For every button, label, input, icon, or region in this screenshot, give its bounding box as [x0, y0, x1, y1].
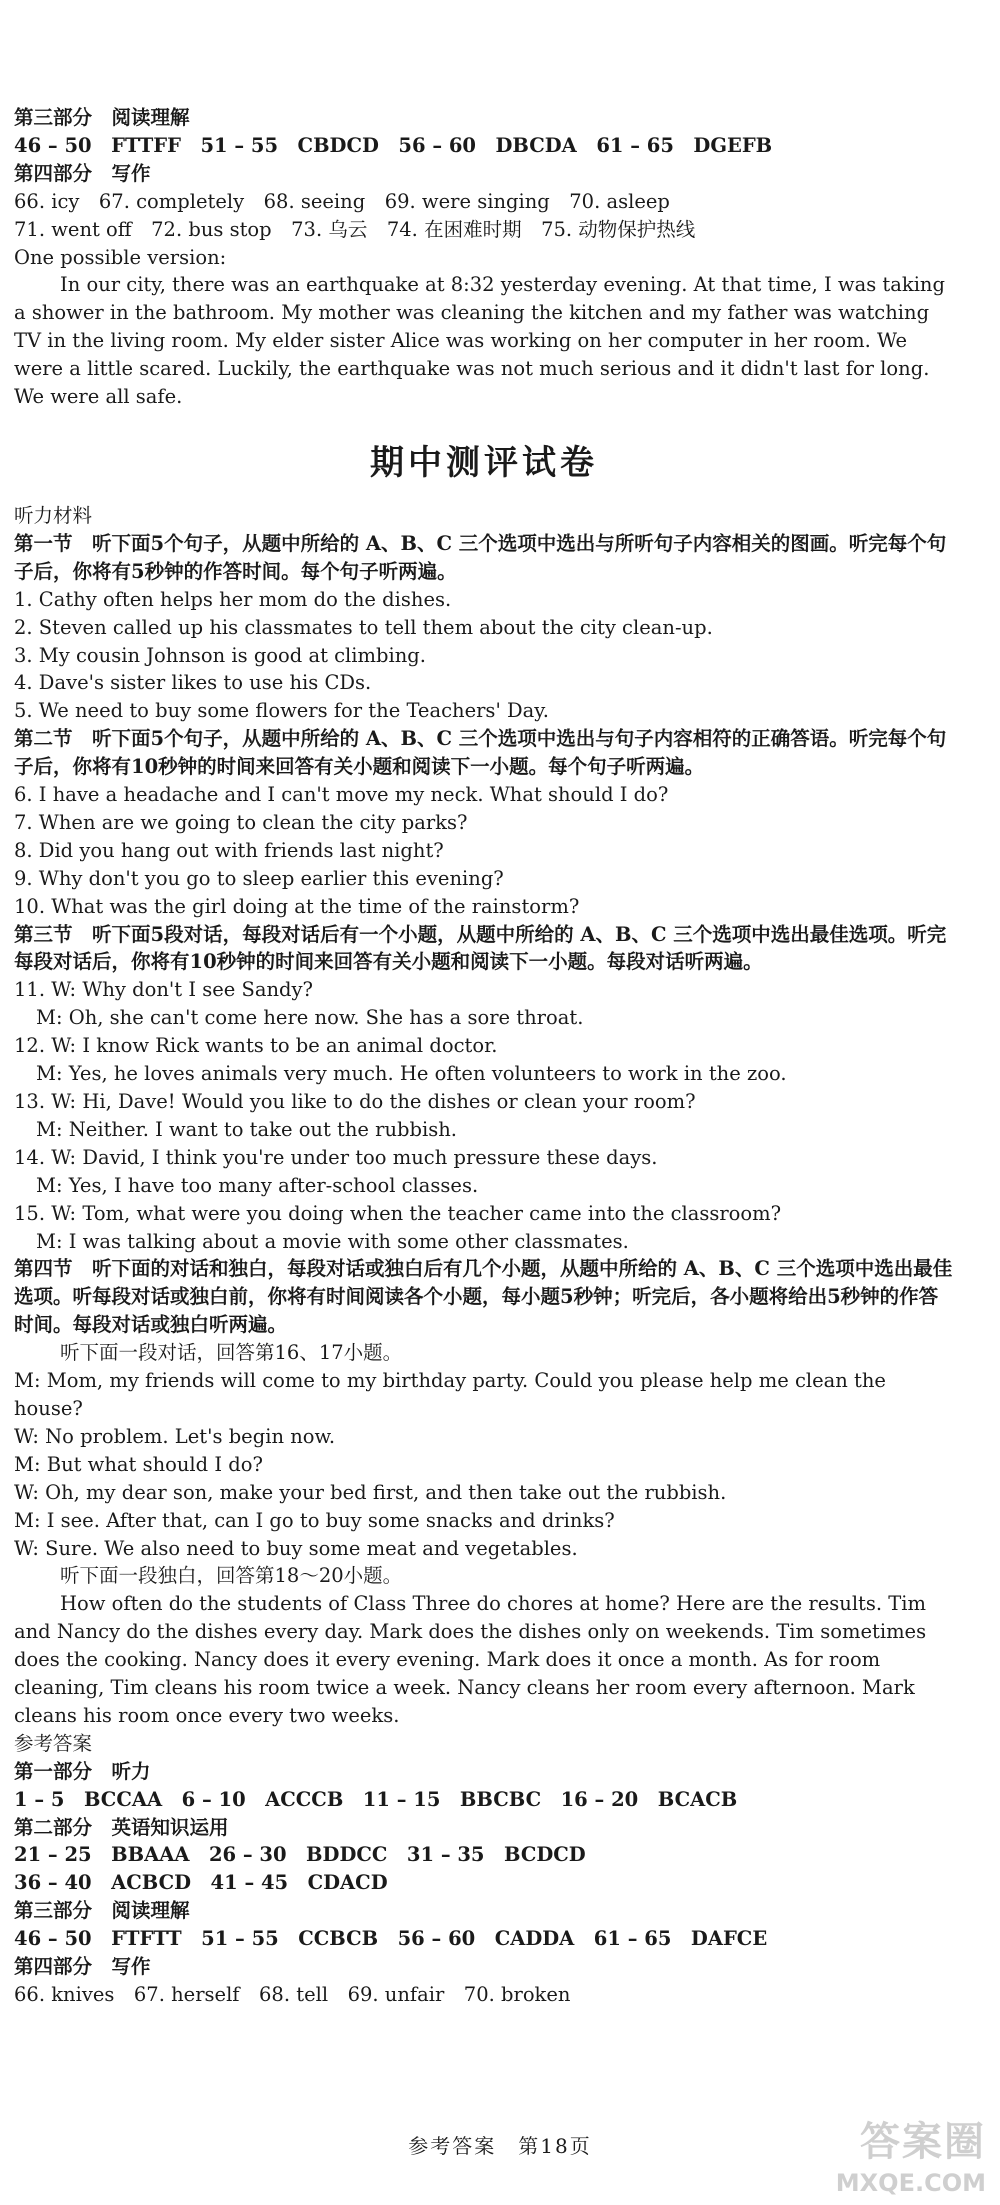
list-item: 4. Dave's sister likes to use his CDs.: [14, 671, 372, 695]
answers-66-70: 66. icy 67. completely 68. seeing 69. were singing 70. asleep: [14, 189, 670, 213]
part4-heading: 第四部分 写作: [14, 161, 151, 185]
key-part3-answers: 46 – 50 FTFTT 51 – 55 CCBCB 56 – 60 CADDA 61 – 65 DAFCE: [14, 1927, 768, 1951]
list-item: 6. I have a headache and I can't move my neck. What should I do?: [14, 783, 669, 807]
watermark-bottom: MXQE.COM: [835, 2169, 986, 2197]
list-item: 2. Steven called up his classmates to tell them about the city clean-up.: [14, 615, 713, 639]
key-part3-heading: 第三部分 阅读理解: [14, 1899, 190, 1923]
section1-intro: 第一节 听下面5个句子，从题中所给的 A、B、C 三个选项中选出与所听句子内容相关的图画。听完每个句子后，你将有5秒钟的作答时间。每个句子听两遍。: [14, 531, 947, 583]
list-item: 8. Did you hang out with friends last night?: [14, 838, 444, 862]
dialog-line: M: Mom, my friends will come to my birthday party. Could you please help me clean the house?: [14, 1369, 893, 1420]
list-item: 5. We need to buy some flowers for the Teachers' Day.: [14, 699, 549, 723]
list-item: 1. Cathy often helps her mom do the dishes.: [14, 587, 452, 611]
dialog-line: M: But what should I do?: [14, 1452, 263, 1476]
dialog-m: M: Yes, he loves animals very much. He often volunteers to work in the zoo.: [36, 1062, 787, 1086]
list-item: 7. When are we going to clean the city parks?: [14, 810, 468, 834]
part3-heading: 第三部分 阅读理解: [14, 106, 190, 129]
dialog-m: M: I was talking about a movie with some other classmates.: [36, 1229, 629, 1253]
dialog-w: 11. W: Why don't I see Sandy?: [14, 978, 314, 1002]
watermark-logo: [816, 2110, 986, 2200]
dialog-w: 15. W: Tom, what were you doing when the teacher came into the classroom?: [14, 1201, 782, 1225]
answer-key-label: 参考答案: [14, 1731, 93, 1755]
key-part2-answers-1: 21 – 25 BBAAA 26 – 30 BDDCC 31 – 35 BCDCD: [14, 1843, 586, 1867]
listening-label: 听力材料: [14, 503, 93, 527]
dialog-line: M: I see. After that, can I go to buy some snacks and drinks?: [14, 1508, 615, 1532]
dialog-intro: 听下面一段对话，回答第16、17小题。: [60, 1341, 403, 1365]
watermark-top: 答案圈: [860, 2119, 986, 2165]
page-footer: 参考答案 第18页: [408, 2134, 592, 2158]
list-item: 9. Why don't you go to sleep earlier this evening?: [14, 866, 504, 890]
monologue: How often do the students of Class Three do chores at home? Here are the results. Tim and Nancy do the dishes every day. Mark does the dishes only on weekends. Tim sometimes does the cooking. Nancy does it every evening. Mark does it once a month. As for room cleaning, Tim cleans his room twice a week. Nancy cleans her room every afternoon. Mark cleans his room once every two weeks.: [14, 1592, 933, 1727]
section3-intro: 第三节 听下面5段对话，每段对话后有一个小题，从题中所给的 A、B、C 三个选项中选出最佳选项。听完每段对话后，你将有10秒钟的时间来回答有关小题和阅读下一小题。每段对话听两遍。: [14, 922, 947, 974]
list-item: 3. My cousin Johnson is good at climbing.: [14, 643, 426, 667]
key-part2-heading: 第二部分 英语知识运用: [14, 1815, 229, 1839]
part3-answers: 46 – 50 FTTFF 51 – 55 CBDCD 56 – 60 DBCDA 61 – 65 DGEFB: [14, 133, 773, 157]
section2-intro: 第二节 听下面5个句子，从题中所给的 A、B、C 三个选项中选出与句子内容相符的正确答语。听完每个句子后，你将有10秒钟的时间来回答有关小题和阅读下一小题。每个句子听两遍。: [14, 727, 947, 779]
dialog-m: M: Neither. I want to take out the rubbish.: [36, 1117, 458, 1141]
dialog-w: 13. W: Hi, Dave! Would you like to do the dishes or clean your room?: [14, 1090, 696, 1113]
dialog-m: M: Yes, I have too many after-school classes.: [36, 1173, 479, 1197]
key-part1-heading: 第一部分 听力: [14, 1759, 151, 1783]
sample-essay: In our city, there was an earthquake at 8:32 yesterday evening. At that time, I was taking a shower in the bathroom. My mother was cleaning the kitchen and my father was watching TV in the living room. My elder sister Alice was working on her computer in her room. We were a little scared. Luckily, the earthquake was not much serious and it didn't last for long. We were all safe.: [14, 273, 952, 409]
dialog-line: W: Sure. We also need to buy some meat and vegetables.: [14, 1536, 578, 1560]
key-part2-answers-2: 36 – 40 ACBCD 41 – 45 CDACD: [14, 1871, 388, 1895]
dialog-line: W: No problem. Let's begin now.: [14, 1424, 336, 1448]
dialog-line: W: Oh, my dear son, make your bed first, and then take out the rubbish.: [14, 1480, 727, 1504]
list-item: 10. What was the girl doing at the time of the rainstorm?: [14, 894, 580, 918]
dialog-w: 14. W: David, I think you're under too much pressure these days.: [14, 1145, 658, 1169]
section4-intro: 第四节 听下面的对话和独白，每段对话或独白后有几个小题，从题中所给的 A、B、C 三个选项中选出最佳选项。听每段对话或独白前，你将有时间阅读各个小题，每小题5秒钟；听完后，各小题将给出5秒钟的作答时间。每段对话或独白听两遍。: [14, 1257, 953, 1337]
version-label: One possible version:: [14, 245, 227, 269]
dialog-m: M: Oh, she can't come here now. She has a sore throat.: [36, 1006, 584, 1030]
key-part1-answers: 1 – 5 BCCAA 6 – 10 ACCCB 11 – 15 BBCBC 16 – 20 BCACB: [14, 1787, 738, 1811]
dialog-w: 12. W: I know Rick wants to be an animal doctor.: [14, 1034, 498, 1058]
answers-71-75: 71. went off 72. bus stop 73. 乌云 74. 在困难时期 75. 动物保护热线: [14, 217, 696, 241]
key-part4-answers: 66. knives 67. herself 68. tell 69. unfair 70. broken: [14, 1983, 571, 2006]
exam-title: 期中测评试卷: [370, 442, 598, 483]
key-part4-heading: 第四部分 写作: [14, 1955, 151, 1979]
monologue-intro: 听下面一段独白，回答第18～20小题。: [60, 1564, 403, 1588]
